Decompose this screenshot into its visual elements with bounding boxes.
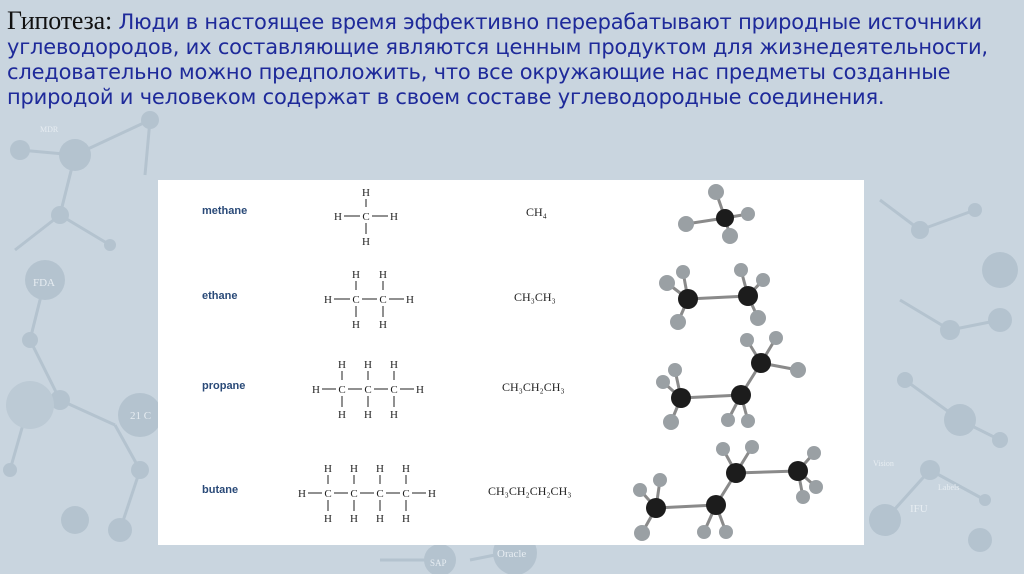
butane-name: butane xyxy=(202,484,239,496)
bg-label-vision: Vision xyxy=(873,459,894,468)
hypothesis-label: Гипотеза: xyxy=(7,6,112,35)
svg-text:H: H xyxy=(428,488,436,500)
svg-text:H: H xyxy=(376,513,384,525)
svg-text:H: H xyxy=(376,463,384,475)
ethane-structural-formula xyxy=(318,266,428,336)
propane-ball-model xyxy=(653,326,823,446)
bg-label-oracle: Oracle xyxy=(497,548,527,560)
svg-text:H: H xyxy=(362,236,370,248)
svg-text:H: H xyxy=(350,513,358,525)
svg-text:C: C xyxy=(379,294,387,306)
svg-text:H: H xyxy=(379,319,387,331)
svg-text:C: C xyxy=(376,488,384,500)
methane-structural-formula xyxy=(328,185,418,250)
butane-formula: CH₃CH₂CH₂CH₃ xyxy=(488,484,572,498)
bg-label-sap: SAP xyxy=(430,558,447,568)
methane-ball-model xyxy=(668,180,778,260)
svg-text:H: H xyxy=(352,269,360,281)
svg-text:H: H xyxy=(402,463,410,475)
svg-text:H: H xyxy=(338,359,346,371)
svg-text:H: H xyxy=(324,463,332,475)
svg-text:C: C xyxy=(402,488,410,500)
svg-text:H: H xyxy=(324,513,332,525)
svg-text:H: H xyxy=(364,359,372,371)
svg-text:H: H xyxy=(350,463,358,475)
propane-formula: CH₃CH₂CH₃ xyxy=(502,380,565,394)
methane-name: methane xyxy=(202,205,248,217)
butane-ball-model xyxy=(628,435,828,545)
svg-text:H: H xyxy=(362,187,370,199)
butane-structural-formula xyxy=(292,460,462,532)
ethane-name: ethane xyxy=(202,290,238,302)
bg-label-labels: Labels xyxy=(938,483,960,492)
svg-text:H: H xyxy=(324,294,332,306)
bg-label-mdr: MDR xyxy=(40,125,59,134)
svg-text:H: H xyxy=(338,409,346,421)
svg-text:H: H xyxy=(364,409,372,421)
svg-text:C: C xyxy=(390,384,398,396)
alkanes-table xyxy=(158,180,864,545)
butane-row xyxy=(158,440,864,545)
ethane-formula: CH₃CH₃ xyxy=(514,290,556,304)
hypothesis-paragraph xyxy=(7,8,1007,110)
svg-text:H: H xyxy=(390,409,398,421)
svg-text:H: H xyxy=(298,488,306,500)
hypothesis-text: Люди в настоящее время эффективно перерабатывают природные источники углеводородов, их составляющие являются ценным продуктом для жизнедеятельности, следовательно можно предположить, что все окружающие нас предметы созданные природой и человеком содержат в своем составе углеводородные соединения. xyxy=(7,10,988,109)
svg-text:C: C xyxy=(338,384,346,396)
bg-label-fda: FDA xyxy=(33,277,56,289)
bg-label-21c: 21 C xyxy=(130,410,152,422)
svg-text:H: H xyxy=(379,269,387,281)
svg-text:H: H xyxy=(312,384,320,396)
svg-text:H: H xyxy=(416,384,424,396)
svg-text:H: H xyxy=(406,294,414,306)
propane-row xyxy=(158,342,864,440)
svg-text:C: C xyxy=(350,488,358,500)
svg-text:C: C xyxy=(362,211,370,223)
svg-text:C: C xyxy=(324,488,332,500)
methane-formula: CH₄ xyxy=(526,205,547,219)
svg-text:H: H xyxy=(402,513,410,525)
svg-text:C: C xyxy=(352,294,360,306)
propane-name: propane xyxy=(202,380,246,392)
bg-label-ifu: IFU xyxy=(910,503,928,515)
svg-text:H: H xyxy=(352,319,360,331)
svg-text:H: H xyxy=(334,211,342,223)
svg-text:H: H xyxy=(390,211,398,223)
svg-text:H: H xyxy=(390,359,398,371)
svg-text:C: C xyxy=(364,384,372,396)
methane-row xyxy=(158,180,864,260)
propane-structural-formula xyxy=(306,356,446,428)
